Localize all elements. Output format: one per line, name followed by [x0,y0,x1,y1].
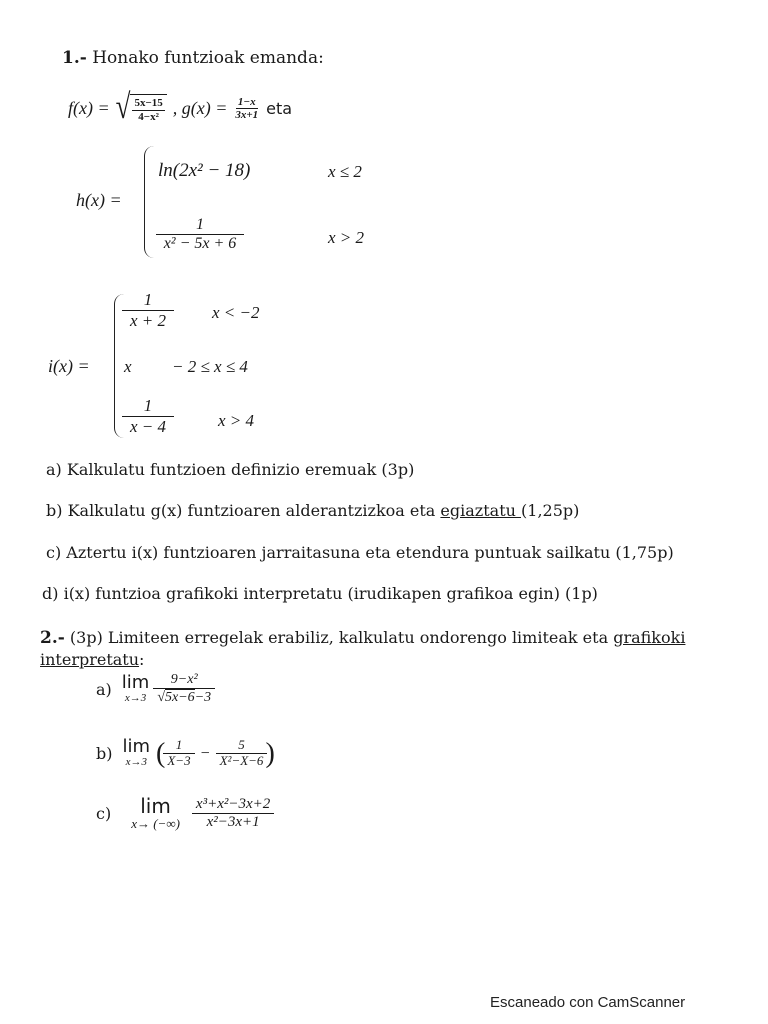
question-1b-underlined: egiaztatu [440,501,522,520]
i-case3-numerator: 1 [122,396,174,417]
eta-word: eta [266,99,293,119]
limit-2a [96,672,213,706]
camscanner-watermark: Escaneado con CamScanner [490,994,686,1011]
limit-2b-term2-numerator: 5 [216,738,268,754]
f-denominator: 4−x² [138,110,159,123]
limit-2b [96,738,275,769]
h-case1-condition: x ≤ 2 [328,162,362,181]
minus-sign: − [200,744,210,762]
i-case3-fraction [124,396,172,436]
limit-2a-fraction [155,672,213,706]
sqrt-icon: √ [115,87,131,127]
g-lhs: , g(x) = [172,98,228,119]
question-1d: d) i(x) funtzioa grafikoki interpretatu (irudikapen grafikoa egin) (1p) [42,584,598,603]
limit-2c-operator [131,796,180,832]
f-numerator: 5x−15 [134,97,163,109]
exercise-2-colon: : [139,650,145,669]
lim-subscript: x→3 [124,691,147,704]
h-case1-expr: ln(2x² − 18) [158,160,251,181]
limit-2c-fraction [194,796,272,832]
limit-2b-operator [122,738,150,769]
limit-2a-den-tail: −3 [194,689,212,705]
lim-subscript: x→3 [125,756,147,768]
h-case2-condition: x > 2 [328,228,365,247]
i-case3-denominator: x − 4 [129,416,167,436]
exercise-2-number: 2.- [40,628,65,648]
i-lhs: i(x) = [48,356,90,376]
limit-2a-numerator: 9−x² [153,672,215,689]
limit-2c [96,796,272,832]
limit-2b-term1-denominator: X−3 [167,753,191,769]
h-case2-numerator: 1 [156,216,244,235]
question-1c: c) Aztertu i(x) funtzioaren jarraitasuna eta etendura puntuak sailkatu (1,75p) [46,543,674,562]
right-paren: ) [265,737,275,769]
i-case2-expr: x [124,357,132,376]
exercise-1-number: 1.- [62,48,87,68]
f-sqrt [115,87,167,127]
limit-2a-denominator [155,689,213,706]
i-case3-condition: x > 4 [218,411,255,430]
f-fraction [132,97,164,123]
lim-word: lim [122,736,151,757]
limit-2a-radicand: 5x−6 [165,690,195,706]
limit-2b-term2-denominator: X²−X−6 [219,753,264,769]
f-lhs: f(x) = [68,98,110,119]
question-1b-pre: b) Kalkulatu g(x) funtzioaren alderantzizkoa eta [46,501,441,520]
left-paren: ( [156,737,166,769]
lim-word: lim [121,671,150,693]
i-case1-condition: x < −2 [212,303,260,322]
i-case2-condition: − 2 ≤ x ≤ 4 [172,357,248,376]
lim-word: lim [140,794,171,818]
exercise-2-underlined-2: interpretatu [40,650,140,669]
exercise-2-heading [40,627,740,670]
question-1a: a) Kalkulatu funtzioen definizio eremuak (3p) [46,460,415,479]
limit-2a-label: a) [96,679,112,699]
limit-2c-numerator: x³+x²−3x+2 [192,796,274,814]
g-numerator: 1−x [237,95,256,108]
limit-2a-operator [121,671,150,705]
lim-subscript: x→ (−∞) [131,816,180,831]
question-1b [46,501,579,520]
limit-2b-term1 [165,738,192,769]
limit-2c-label: c) [96,804,112,824]
limit-2c-denominator: x²−3x+1 [206,814,260,831]
i-case1-numerator: 1 [122,290,174,311]
h-lhs: h(x) = [76,190,122,210]
h-case2-fraction [158,216,242,254]
exercise-2-intro: (3p) Limiteen erregelak erabiliz, kalkulatu ondorengo limiteak eta [64,628,614,647]
limit-2b-term1-numerator: 1 [163,738,194,754]
question-1b-post: (1,25p) [521,501,580,520]
exercise-1-intro: Honako funtzioak emanda: [92,48,324,68]
exercise-2-underlined-1: grafikoki [613,628,686,647]
g-denominator: 3x+1 [235,109,259,122]
sqrt-icon: √ [157,689,166,705]
g-fraction [233,96,260,122]
limit-2b-term2 [218,738,266,769]
h-case2-denominator: x² − 5x + 6 [163,235,237,253]
exercise-1-heading [62,48,324,68]
limit-2b-label: b) [96,744,113,764]
f-g-definitions [68,87,293,127]
i-case1-fraction [124,290,172,330]
h-brace [144,146,155,258]
i-case1-denominator: x + 2 [129,310,167,330]
